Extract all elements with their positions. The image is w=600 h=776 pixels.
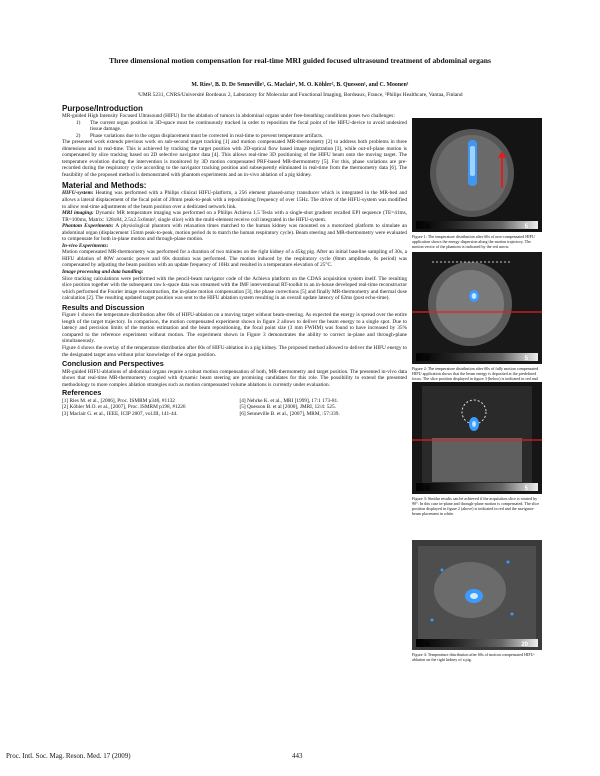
conclusion-heading: Conclusion and Perspectives: [62, 359, 164, 369]
methods-mri-paragraph: [62, 210, 407, 223]
inline-subheading: In-vivo Experiments:: [62, 242, 109, 249]
paper-title: Three dimensional motion compensation for real-time MRI guided focused ultrasound treatment of abdominal organs: [109, 56, 491, 65]
figure-2: [412, 252, 542, 386]
figure-3: [412, 382, 542, 516]
list-text: The current organ position in 3D-space must be continuously tracked in order to reposition the focal point of the HIFU-device to avoid undesired tissue damage.: [90, 119, 407, 133]
paragraph-text: A physiological phantom with relaxation times matched to the human kidney was mounted on a motorized platform to simulate an abdominal organ (displacement 15mm peak-to-peak, motion period 4s to match the human respiratory cycle). Beam steering and MR-thermometry were evaluated to compensate for both in-plane motion and through-plane motion.: [62, 223, 407, 243]
figure-1: [412, 118, 542, 249]
affiliation: ¹UMR 5231, CNRS/Université Bordeaux 2, Laboratory for Molecular and Functional Imaging, Bordeaux, France, ²Philips Healthcare, Vantaa, Finland: [137, 92, 463, 98]
list-text: Phase variations due to the organ displacement must be corrected in real-time to prevent temperature artifacts.: [90, 132, 324, 139]
inline-label: HIFU-system:: [62, 190, 94, 197]
colorbar: [416, 639, 538, 647]
intro-paragraph: MR-guided High Intensity Focused Ultrasound (HIFU) for the ablation of tumors in abdominal organs under free-breathing conditions poses two challenges:: [62, 113, 395, 119]
reference-item: [2] Köhler M.O. et al., [2007], Proc. ISMRM p198, #1226: [62, 404, 186, 411]
list-number: 2): [76, 132, 81, 139]
methods-hifu-paragraph: [62, 190, 407, 210]
mri-thermal-map: [412, 118, 542, 232]
colorbar-min-label: 0: [426, 356, 430, 362]
reference-item: [4] Nehrke K. et al., MRI [1999], 17:1 173-81.: [239, 397, 339, 404]
intro-paragraph: The presented work extends previous work on sub-second target tracking [1] and motion compensated MR-thermometry [2] to address both problems in three dimensions and in real-time. This is achieved by tracking the target position with 2D-optical flow based image registration [3], while out-of-plane motion is compensated by slice tracking based on 2D selective navigator data [4]. This allows real-time 3D positioning of the HIFU beam onto the moving target. The temperature evolution during the intervention is monitored by 3D motion compensated PRF-based MR-thermometry [5]. For this, phase variations are pre-recorded during the respiratory cycle according to the navigator tracking position and subsequently eliminated in real-time from the thermometry data [6]. The feasibility of the proposed method is demonstrated with phantom experiments and an in-vivo ablation of a pig kidney.: [62, 139, 407, 178]
inline-subheading: Image processing and data handling:: [62, 269, 144, 276]
mri-thermal-map: [412, 252, 542, 364]
colorbar-max-label: 5: [524, 224, 528, 230]
methods-image-paragraph: Slice tracking calculations were performed with the pencil-beam navigator code of the Achieva platform on the CDAS acquisition system itself. The resulting slice position together with the subsequent raw k-space data was streamed with the IMF interventional RT-toolkit to an in-house developed real-time reconstructor which performed the Fourier image reconstruction, the in-plane motion compensation [3], the phase corrections [5] and finally MR-thermometry and thermal dose calculation [2]. The resulting updated target position was sent to the HIFU ablation system resulting in an overall update latency of 62ms (post echo-time).: [62, 275, 407, 302]
figure-3-image: [412, 382, 542, 494]
colorbar: [416, 483, 538, 491]
figure-2-caption: Figure 2: The temperature distribution after 60s of fully motion compensated HIFU application shows that the beam energy is deposited at the predefined focus. The slice position displayed in figure 3 (below) is indicated in red and: [412, 366, 539, 381]
figure-1-caption: Figure 1: The temperature distribution after 60s of non-compensated HIFU application shows the energy dispersion along the motion trajectory. The motion vector of the phantom is indicated by the red arrow.: [412, 234, 535, 249]
list-item: [76, 120, 407, 133]
figure-4-caption: Figure 4: Temperature distribution after 60s of motion compensated HIFU-ablation on the right kidney of a pig.: [412, 652, 535, 662]
colorbar-min-label: 0: [426, 224, 430, 230]
references-heading: References: [62, 388, 102, 398]
colorbar-max-label: 5: [524, 356, 528, 362]
mri-thermal-map: [412, 540, 542, 650]
list-item: [76, 133, 407, 140]
figure-4: [412, 540, 542, 662]
colorbar-max-label: 5: [524, 486, 528, 492]
results-heading: Results and Discussion: [62, 302, 145, 312]
colorbar: [416, 221, 538, 229]
main-column: [62, 104, 407, 417]
figure-1-image: [412, 118, 542, 232]
reference-item: [3] Maclair G. et al., IEEE, ICIP 2007, vol.III, 141-44.: [62, 410, 178, 417]
colorbar-min-label: 0: [426, 486, 430, 492]
mri-thermal-map: [412, 382, 542, 494]
reference-item: [5] Quesson B. et al [2000], JMRI, 12/4: 525.: [239, 404, 337, 411]
colorbar-min-label: 0: [426, 642, 430, 648]
figure-3-caption: Figure 3: Similar results can be achieved if the acquisition slice is rotated by 90°. In this case in-plane and through-plane motion is compensated. The slice position displayed in figure 2 (above) is indicated in red and the navigator-beam placement in white.: [412, 496, 540, 516]
reference-item: [6] Senneville B. et al., [2007], MRM, :57:339.: [239, 410, 340, 417]
list-number: 1): [76, 119, 81, 126]
paragraph-text: Dynamic MR temperature imaging was performed on a Philips Achieva 1.5 Tesla with a single-shot gradient recalled EPI sequence (TE=41ms, TR=100ms, Matrix: 128x84, 2.5x2.5x6mm³, single slice) with the multi-element receive coil integrated in the HIFU-system.: [62, 210, 407, 223]
conclusion-paragraph: MR-guided HIFU-ablations of abdominal organs require a robust motion compensation of both, MR-thermometry and target position. The presented in-vivo data shows that real-time MR-thermometry coupled with dynamic beam steering are promising candidates for this role. The possibility to extend the presented methodology to more complex ablation strategies such as motion compensated volume ablations is currently under evaluation.: [62, 368, 407, 388]
intro-heading: Purpose/Introduction: [62, 104, 143, 113]
reference-item: [1] Ries M. et al., [2006], Proc. ISMRM p346, #1132: [62, 397, 175, 404]
inline-label: Phantom Experiments:: [62, 223, 114, 230]
author-list: M. Ries¹, B. D. De Senneville¹, G. Maclair¹, M. O. Köhler², B. Quesson¹, and C. Moonen¹: [191, 82, 409, 88]
figure-4-image: [412, 540, 542, 650]
inline-label: MRI imaging:: [62, 210, 94, 217]
paragraph-text: Heating was performed with a Philips clinical HIFU-platform, a 256 element phased-array transducer which is integrated in the MR-bed and allows a lateral displacement of the focal point of 20mm peak-to-peak with a repositioning frequency of over 15Hz. The driver of the HIFU-system was modified to allow real-time adjustments of the beam position over a dedicated network link.: [62, 190, 408, 210]
results-paragraph: Figure 1 shows the temperature distribution after 60s of HIFU-ablation on a moving target without beam-steering. As expected the energy is spread over the entire length of the target trajectory. In comparison, the motion compensated experiment shown in figure 2 allows to deliver the beam energy to a single spot. Due to latency and precision limits of the motion estimation and the beam repositioning, the focal point size (3 mm FWHM) was found to have increased by 35% compared to the reference experiment without motion. The experiment shown in Figure 3 demonstrates the ability to correct in-plane and through-plane simultaneously.: [62, 312, 407, 345]
colorbar-max-label: 20: [521, 642, 528, 648]
results-paragraph: Figure 4 shows the overlay of the temperature distribution after 60s of HIFU-ablation in a pig kidney. The proposed method allowed to deliver the HIFU energy to the designated target area without prior knowledge of the organ position.: [62, 345, 407, 358]
methods-invivo-paragraph: Motion compensated MR-thermometry was performed for a duration of two minutes on the right kidney of a 45kg pig. After an initial baseline sampling of 30s, a HIFU ablation of 80W acoustic power and 60s duration was performed. The motion induced by the respiratory cycle (8mm amplitude, 6s period) was compensated by adjusting the beam position with an update frequency of 10Hz and resulted in a temperature elevation of 25°C.: [62, 249, 407, 269]
colorbar: [416, 353, 538, 361]
methods-phantom-paragraph: [62, 223, 407, 243]
reference-list: [62, 398, 407, 418]
figure-2-image: [412, 252, 542, 364]
methods-heading: Material and Methods:: [62, 181, 147, 191]
footer-citation: Proc. Intl. Soc. Mag. Reson. Med. 17 (2009): [6, 752, 131, 760]
page-number: 443: [292, 752, 303, 760]
